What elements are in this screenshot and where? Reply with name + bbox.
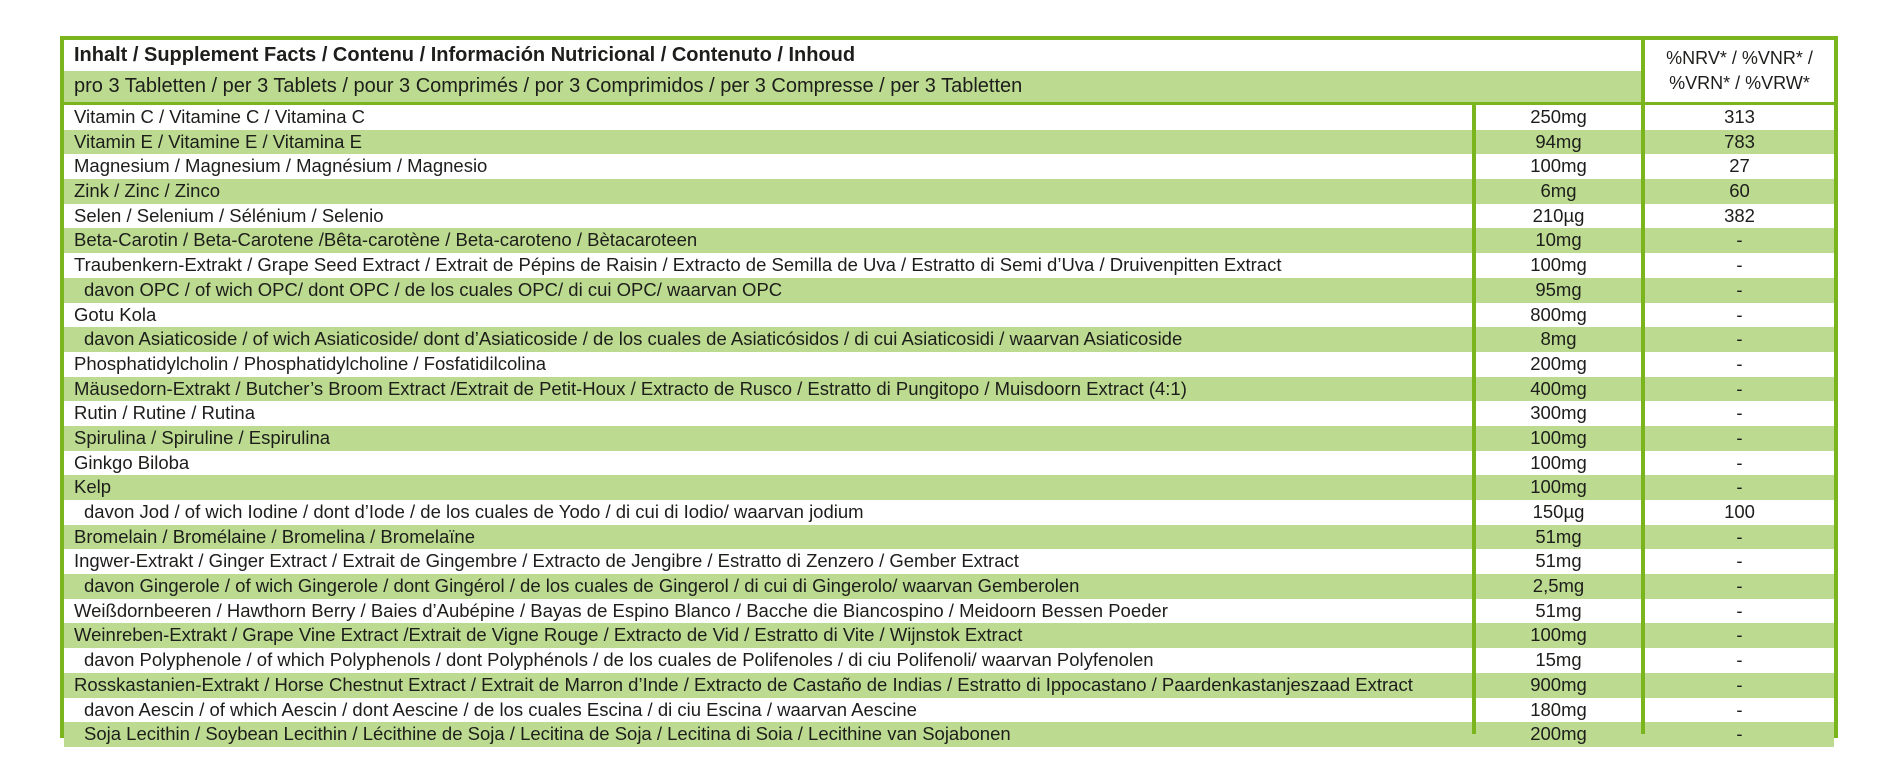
ingredient-nrv: - <box>1736 624 1743 646</box>
table-row <box>64 105 1834 130</box>
ingredient-name: Ingwer-Extrakt / Ginger Extract / Extrait de Gingembre / Extracto de Jengibre / Estratto di Zenzero / Gember Extract <box>74 550 1019 572</box>
table-row <box>64 130 1834 155</box>
ingredient-nrv: - <box>1736 229 1743 251</box>
ingredient-nrv: - <box>1736 451 1743 473</box>
ingredient-nrv: - <box>1736 649 1743 671</box>
table-row <box>64 599 1834 624</box>
table-row <box>64 623 1834 648</box>
ingredient-amount: 100mg <box>1530 155 1587 177</box>
ingredient-amount: 180mg <box>1530 698 1587 720</box>
ingredient-nrv: - <box>1736 550 1743 572</box>
ingredient-name: Spirulina / Spiruline / Espirulina <box>74 426 331 448</box>
ingredient-amount: 210µg <box>1532 204 1585 226</box>
ingredient-name: Magnesium / Magnesium / Magnésium / Magnesio <box>74 155 488 177</box>
ingredient-name: Gotu Kola <box>74 303 157 325</box>
ingredient-name: davon Asiaticoside / of wich Asiaticoside/ dont d’Asiaticoside / de los cuales de Asiaticósidos / di cui Asiaticosidi / waarvan Asiaticoside <box>84 328 1183 350</box>
ingredient-amount: 200mg <box>1530 352 1587 374</box>
ingredient-nrv: - <box>1736 525 1743 547</box>
column-divider-amount <box>1472 105 1476 734</box>
ingredient-amount: 94mg <box>1535 130 1582 152</box>
table-row <box>64 179 1834 204</box>
ingredient-name: Traubenkern-Extrakt / Grape Seed Extract / Extrait de Pépins de Raisin / Extracto de Semilla de Uva / Estratto di Semi d’Uva / Druivenpitten Extract <box>74 254 1282 276</box>
table-row <box>64 401 1834 426</box>
ingredient-amount: 150µg <box>1532 501 1585 522</box>
table-row <box>64 426 1834 451</box>
column-divider-nrv <box>1641 105 1645 734</box>
ingredient-nrv: - <box>1736 673 1743 695</box>
ingredient-amount: 51mg <box>1535 550 1582 572</box>
table-row <box>64 228 1834 253</box>
ingredient-nrv: 313 <box>1724 106 1755 127</box>
ingredient-name: Rosskastanien-Extrakt / Horse Chestnut Extract / Extrait de Marron d’Inde / Extracto de Castaño de Indias / Estratto di Ippocastano / Paardenkastanjeszaad Extract <box>74 673 1413 695</box>
ingredient-amount: 8mg <box>1540 328 1577 350</box>
ingredient-nrv: - <box>1736 377 1743 399</box>
ingredient-name: davon Polyphenole / of which Polyphenols / dont Polyphénols / de los cuales de Polifenoles / di ciu Polifenoli/ waarvan Polyfenolen <box>84 649 1154 671</box>
ingredient-amount: 6mg <box>1540 180 1577 202</box>
table-row <box>64 574 1834 599</box>
table-row <box>64 549 1834 574</box>
table-row <box>64 451 1834 476</box>
ingredient-amount: 900mg <box>1530 673 1587 695</box>
table-row <box>64 475 1834 500</box>
ingredient-nrv: 382 <box>1724 204 1755 226</box>
ingredient-amount: 51mg <box>1535 525 1582 547</box>
table-body <box>64 105 1834 747</box>
ingredient-name: Ginkgo Biloba <box>74 451 190 473</box>
ingredient-name: Soja Lecithin / Soybean Lecithin / Lécithine de Soja / Lecitina de Soja / Lecitina di Soia / Lecithine van Sojabonen <box>84 723 1011 745</box>
nrv-header-line-2: %VRN* / %VRW* <box>1669 73 1810 93</box>
table-row <box>64 673 1834 698</box>
ingredient-amount: 200mg <box>1530 723 1587 745</box>
ingredient-name: Kelp <box>74 476 112 498</box>
ingredient-name: Bromelain / Bromélaine / Bromelina / Bromelaïne <box>74 525 476 547</box>
ingredient-nrv: - <box>1736 723 1743 745</box>
ingredient-nrv: 100 <box>1724 501 1755 522</box>
ingredient-name: davon Gingerole / of wich Gingerole / dont Gingérol / de los cuales de Gingerol / di cui di Gingerolo/ waarvan Gemberolen <box>84 575 1080 597</box>
ingredient-amount: 250mg <box>1530 106 1587 127</box>
ingredient-name: Vitamin C / Vitamine C / Vitamina C <box>74 106 365 127</box>
ingredient-amount: 15mg <box>1535 649 1582 671</box>
table-header <box>64 40 1834 105</box>
ingredient-nrv: - <box>1736 426 1743 448</box>
ingredient-name: davon OPC / of wich OPC/ dont OPC / de los cuales OPC/ di cui OPC/ waarvan OPC <box>84 278 783 300</box>
table-row <box>64 352 1834 377</box>
ingredient-amount: 100mg <box>1530 624 1587 646</box>
ingredient-nrv: 783 <box>1724 130 1755 152</box>
ingredient-name: davon Aescin / of which Aescin / dont Aescine / de los cuales Escina / di ciu Escina / waarvan Aescine <box>84 698 917 720</box>
ingredient-nrv: - <box>1736 402 1743 424</box>
ingredient-nrv: - <box>1736 303 1743 325</box>
ingredient-nrv: - <box>1736 278 1743 300</box>
ingredient-name: Weinreben-Extrakt / Grape Vine Extract /Extrait de Vigne Rouge / Extracto de Vid / Estratto di Vite / Wijnstok Extract <box>74 624 1023 646</box>
ingredient-amount: 95mg <box>1535 278 1582 300</box>
table-row <box>64 253 1834 278</box>
ingredient-amount: 100mg <box>1530 476 1587 498</box>
ingredient-nrv: 27 <box>1729 155 1750 177</box>
ingredient-name: davon Jod / of wich Iodine / dont d’Iode / de los cuales de Yodo / di cui di Iodio/ waarvan jodium <box>84 501 864 522</box>
table-row <box>64 278 1834 303</box>
supplement-facts-table <box>60 36 1838 745</box>
ingredient-nrv: - <box>1736 352 1743 374</box>
table-row <box>64 525 1834 550</box>
ingredient-nrv: - <box>1736 328 1743 350</box>
ingredient-name: Mäusedorn-Extrakt / Butcher’s Broom Extract /Extrait de Petit-Houx / Extracto de Rusco / Estratto di Pungitopo / Muisdoorn Extract (4:1) <box>74 377 1187 399</box>
table-row <box>64 500 1834 525</box>
ingredient-amount: 2,5mg <box>1532 575 1585 597</box>
ingredient-nrv: - <box>1736 476 1743 498</box>
ingredient-name: Vitamin E / Vitamine E / Vitamina E <box>74 130 362 152</box>
nrv-column-header <box>1641 40 1834 102</box>
table-row <box>64 204 1834 229</box>
table-row <box>64 648 1834 673</box>
table-title: Inhalt / Supplement Facts / Contenu / Información Nutricional / Contenuto / Inhoud <box>74 44 856 66</box>
table-row <box>64 698 1834 723</box>
ingredient-nrv: - <box>1736 575 1743 597</box>
ingredient-name: Selen / Selenium / Sélénium / Selenio <box>74 204 384 226</box>
ingredient-name: Phosphatidylcholin / Phosphatidylcholine / Fosfatidilcolina <box>74 352 547 374</box>
ingredient-amount: 300mg <box>1530 402 1587 424</box>
ingredient-name: Rutin / Rutine / Rutina <box>74 402 255 424</box>
ingredient-name: Zink / Zinc / Zinco <box>74 180 220 202</box>
table-row <box>64 154 1834 179</box>
table-row <box>64 327 1834 352</box>
ingredient-nrv: - <box>1736 254 1743 276</box>
ingredient-amount: 800mg <box>1530 303 1587 325</box>
ingredient-amount: 100mg <box>1530 254 1587 276</box>
ingredient-amount: 10mg <box>1535 229 1582 251</box>
ingredient-nrv: 60 <box>1729 180 1750 202</box>
ingredient-name: Weißdornbeeren / Hawthorn Berry / Baies d’Aubépine / Bayas de Espino Blanco / Bacche die Biancospino / Meidoorn Bessen Poeder <box>74 599 1168 621</box>
serving-size-row: pro 3 Tabletten / per 3 Tablets / pour 3 Comprimés / por 3 Comprimidos / per 3 Compresse / per 3 Tabletten <box>64 71 1641 102</box>
table-row <box>64 303 1834 328</box>
ingredient-nrv: - <box>1736 599 1743 621</box>
ingredient-amount: 51mg <box>1535 599 1582 621</box>
ingredient-amount: 100mg <box>1530 451 1587 473</box>
table-row <box>64 722 1834 747</box>
ingredient-name: Beta-Carotin / Beta-Carotene /Bêta-carotène / Beta-caroteno / Bètacaroteen <box>74 229 698 251</box>
nrv-header-line-1: %NRV* / %VNR* / <box>1666 48 1813 68</box>
ingredient-nrv: - <box>1736 698 1743 720</box>
table-row <box>64 377 1834 402</box>
ingredient-amount: 100mg <box>1530 426 1587 448</box>
ingredient-amount: 400mg <box>1530 377 1587 399</box>
